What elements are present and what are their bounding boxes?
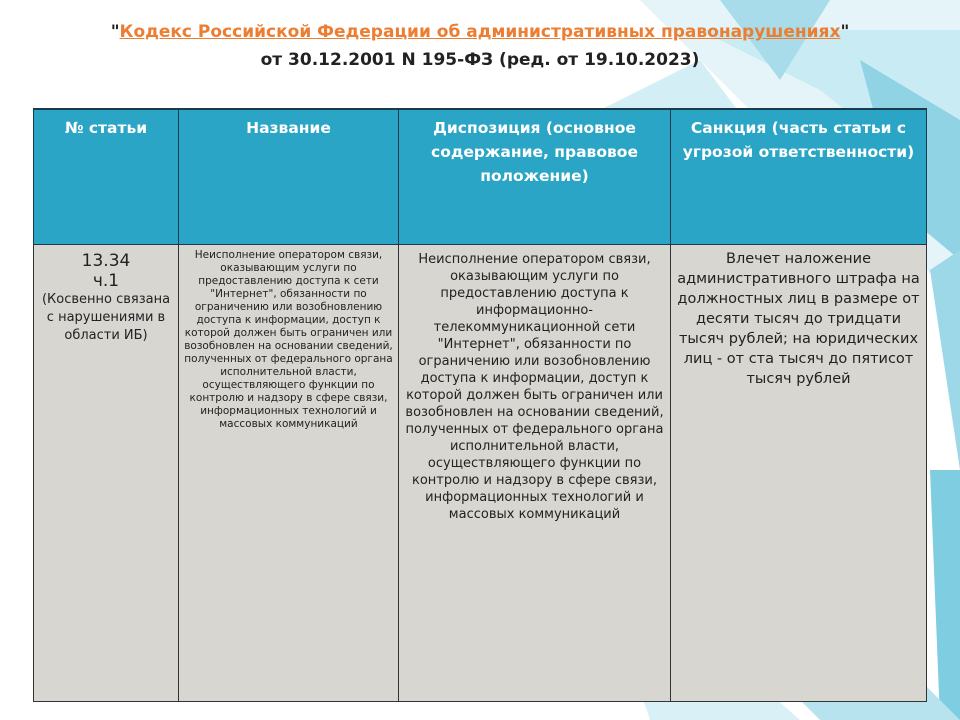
header-article-number: № статьи xyxy=(34,109,179,245)
law-table-wrapper xyxy=(33,108,926,702)
cell-article xyxy=(34,245,179,702)
quote-close: " xyxy=(840,22,850,42)
article-note: (Косвенно связана с нарушениями в области ИБ) xyxy=(41,292,171,343)
article-part: ч.1 xyxy=(92,271,120,291)
header-sanction: Санкция (часть статьи с угрозой ответственности) xyxy=(671,109,927,245)
quote-open: " xyxy=(110,22,120,42)
cell-name: Неисполнение оператором связи, оказывающим услуги по предоставлению доступа к сети "Интернет", обязанности по ограничению или возобновлению доступа к информации, доступ к которой должен быть ограничен или возобновлен на основании сведений, полученных от федерального органа исполнительной власти, осуществляющего функции по контролю и надзору в сфере связи, информационных технологий и массовых коммуникаций xyxy=(179,245,399,702)
header-disposition: Диспозиция (основное содержание, правовое положение) xyxy=(399,109,671,245)
table-row xyxy=(34,245,927,702)
slide-title xyxy=(0,18,960,74)
cell-disposition: Неисполнение оператором связи, оказывающим услуги по предоставлению доступа к информационно-телекоммуникационной сети "Интернет", обязанности по ограничению или возобновлению доступа к информации, доступ к которой должен быть ограничен или возобновлен на основании сведений, полученных от федерального органа исполнительной власти, осуществляющего функции по контролю и надзору в сфере связи, информационных технологий и массовых коммуникаций xyxy=(399,245,671,702)
article-number: 13.34 xyxy=(81,251,131,271)
title-line-2: от 30.12.2001 N 195-ФЗ (ред. от 19.10.2023) xyxy=(260,50,700,70)
law-table xyxy=(33,108,927,702)
cell-sanction: Влечет наложение административного штрафа на должностных лиц в размере от десяти тысяч до тридцати тысяч рублей; на юридических лиц - от ста тысяч до пятисот тысяч рублей xyxy=(671,245,927,702)
codex-link[interactable]: Кодекс Российской Федерации об административных правонарушениях xyxy=(119,22,841,42)
title-line-1 xyxy=(0,18,960,46)
table-header-row xyxy=(34,109,927,245)
header-name: Название xyxy=(179,109,399,245)
